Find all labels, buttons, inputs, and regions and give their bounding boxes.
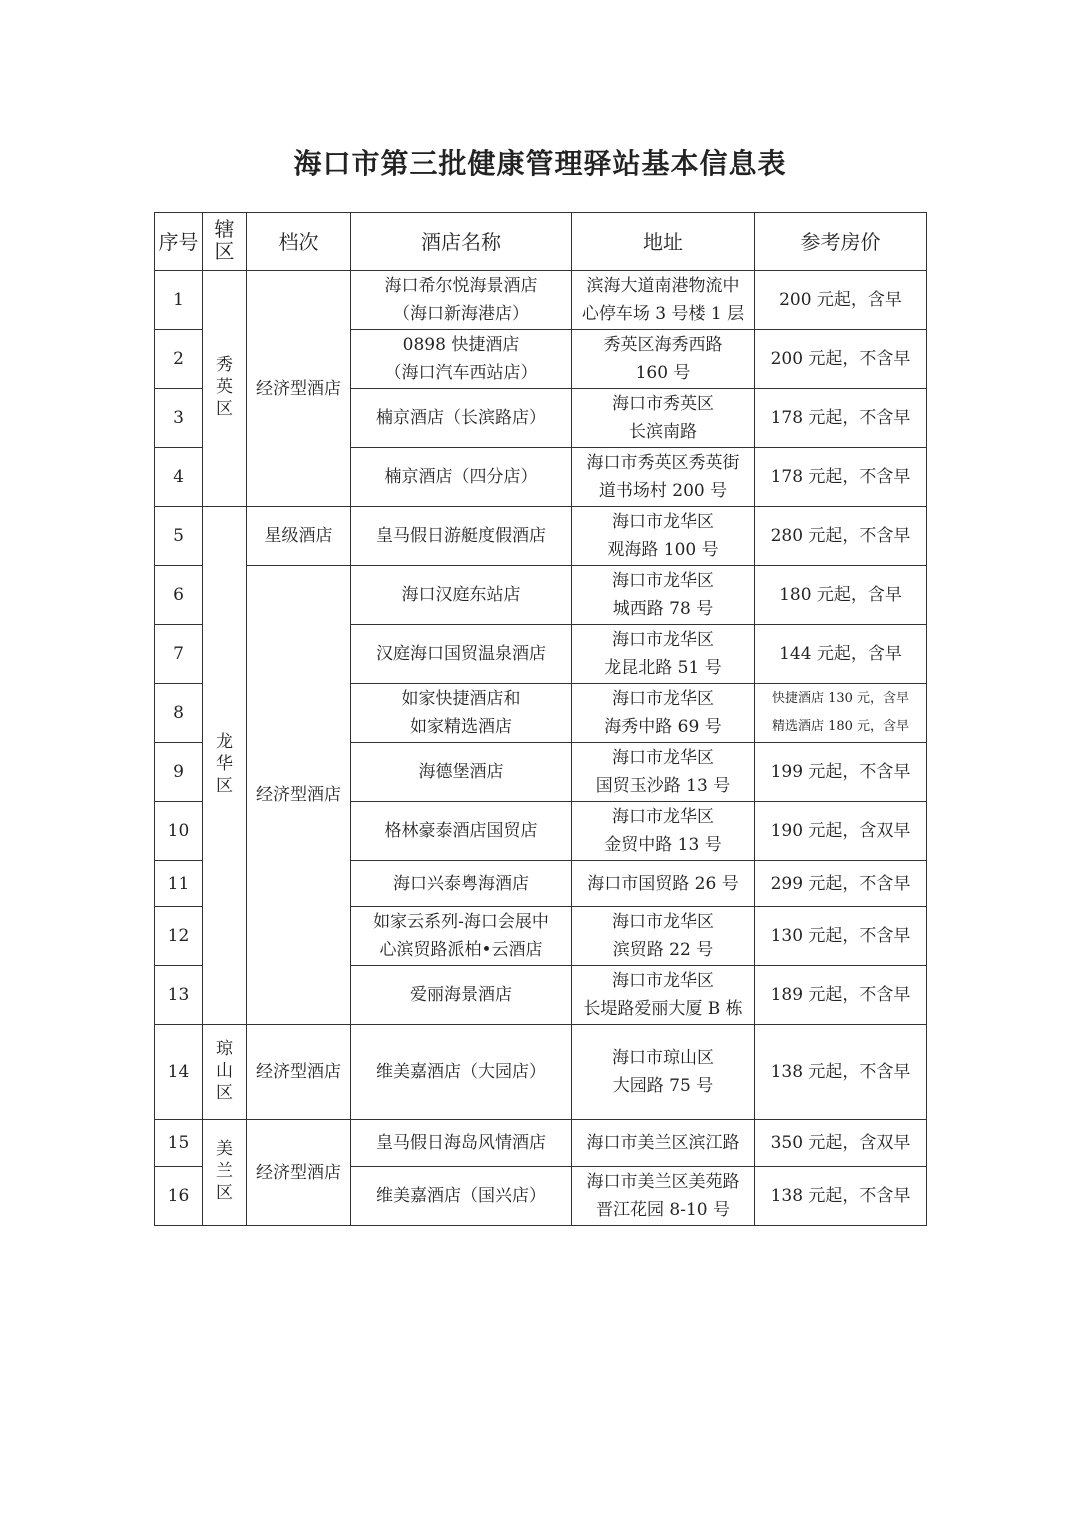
hotel-name: 海口希尔悦海景酒店 （海口新海港店） — [351, 271, 572, 330]
row-number: 7 — [155, 625, 203, 684]
price-cell: 130 元起，不含早 — [755, 907, 927, 966]
address-cell: 海口市龙华区 滨贸路 22 号 — [572, 907, 755, 966]
price-cell: 200 元起，含早 — [755, 271, 927, 330]
address-cell: 海口市龙华区 龙昆北路 51 号 — [572, 625, 755, 684]
header-grade: 档次 — [247, 213, 351, 271]
price-cell: 180 元起，含早 — [755, 566, 927, 625]
row-number: 9 — [155, 743, 203, 802]
district-cell: 龙华区 — [203, 507, 247, 1025]
address-cell: 海口市龙华区 国贸玉沙路 13 号 — [572, 743, 755, 802]
row-number: 2 — [155, 330, 203, 389]
address-cell: 海口市琼山区 大园路 75 号 — [572, 1025, 755, 1120]
address-cell: 海口市美兰区滨江路 — [572, 1120, 755, 1167]
hotel-name: 海口汉庭东站店 — [351, 566, 572, 625]
row-number: 13 — [155, 966, 203, 1025]
district-cell: 琼山区 — [203, 1025, 247, 1120]
grade-cell: 星级酒店 — [247, 507, 351, 566]
hotel-name: 格林豪泰酒店国贸店 — [351, 802, 572, 861]
header-no: 序号 — [155, 213, 203, 271]
address-cell: 海口市龙华区 金贸中路 13 号 — [572, 802, 755, 861]
address-cell: 海口市美兰区美苑路 晋江花园 8-10 号 — [572, 1167, 755, 1226]
hotel-name: 维美嘉酒店（国兴店） — [351, 1167, 572, 1226]
hotel-name: 如家快捷酒店和 如家精选酒店 — [351, 684, 572, 743]
hotel-name: 楠京酒店（长滨路店） — [351, 389, 572, 448]
row-number: 10 — [155, 802, 203, 861]
address-cell: 海口市国贸路 26 号 — [572, 861, 755, 907]
row-number: 6 — [155, 566, 203, 625]
address-cell: 海口市龙华区 城西路 78 号 — [572, 566, 755, 625]
hotel-info-table — [154, 212, 927, 1226]
price-cell: 178 元起，不含早 — [755, 448, 927, 507]
table-row — [155, 1120, 927, 1167]
address-cell: 海口市龙华区 长堤路爱丽大厦 B 栋 — [572, 966, 755, 1025]
price-cell: 299 元起，不含早 — [755, 861, 927, 907]
row-number: 12 — [155, 907, 203, 966]
row-number: 1 — [155, 271, 203, 330]
address-cell: 滨海大道南港物流中 心停车场 3 号楼 1 层 — [572, 271, 755, 330]
address-cell: 海口市秀英区秀英街 道书场村 200 号 — [572, 448, 755, 507]
hotel-name: 爱丽海景酒店 — [351, 966, 572, 1025]
hotel-name: 0898 快捷酒店 （海口汽车西站店） — [351, 330, 572, 389]
header-district: 辖区 — [203, 213, 247, 271]
row-number: 8 — [155, 684, 203, 743]
table-row — [155, 1025, 927, 1120]
price-cell: 快捷酒店 130 元，含早 精选酒店 180 元，含早 — [755, 684, 927, 743]
row-number: 14 — [155, 1025, 203, 1120]
row-number: 5 — [155, 507, 203, 566]
grade-cell: 经济型酒店 — [247, 566, 351, 1025]
district-cell: 美兰区 — [203, 1120, 247, 1226]
price-cell: 178 元起，不含早 — [755, 389, 927, 448]
price-cell: 200 元起，不含早 — [755, 330, 927, 389]
address-cell: 秀英区海秀西路 160 号 — [572, 330, 755, 389]
table-row — [155, 507, 927, 566]
price-cell: 199 元起，不含早 — [755, 743, 927, 802]
price-cell: 280 元起，不含早 — [755, 507, 927, 566]
price-cell: 138 元起，不含早 — [755, 1025, 927, 1120]
grade-cell: 经济型酒店 — [247, 1120, 351, 1226]
header-row — [155, 213, 927, 271]
header-address: 地址 — [572, 213, 755, 271]
price-cell: 138 元起，不含早 — [755, 1167, 927, 1226]
hotel-name: 皇马假日游艇度假酒店 — [351, 507, 572, 566]
hotel-name: 海口兴泰粤海酒店 — [351, 861, 572, 907]
row-number: 4 — [155, 448, 203, 507]
address-cell: 海口市龙华区 海秀中路 69 号 — [572, 684, 755, 743]
table-row — [155, 271, 927, 330]
header-hotel: 酒店名称 — [351, 213, 572, 271]
district-cell: 秀英区 — [203, 271, 247, 507]
table-row — [155, 566, 927, 625]
row-number: 3 — [155, 389, 203, 448]
hotel-name: 汉庭海口国贸温泉酒店 — [351, 625, 572, 684]
page-title: 海口市第三批健康管理驿站基本信息表 — [293, 147, 787, 180]
price-cell: 144 元起，含早 — [755, 625, 927, 684]
hotel-name: 海德堡酒店 — [351, 743, 572, 802]
address-cell: 海口市秀英区 长滨南路 — [572, 389, 755, 448]
header-price: 参考房价 — [755, 213, 927, 271]
hotel-name: 如家云系列-海口会展中 心滨贸路派柏•云酒店 — [351, 907, 572, 966]
row-number: 11 — [155, 861, 203, 907]
hotel-name: 皇马假日海岛风情酒店 — [351, 1120, 572, 1167]
grade-cell: 经济型酒店 — [247, 1025, 351, 1120]
price-cell: 350 元起，含双早 — [755, 1120, 927, 1167]
row-number: 15 — [155, 1120, 203, 1167]
hotel-name: 维美嘉酒店（大园店） — [351, 1025, 572, 1120]
hotel-name: 楠京酒店（四分店） — [351, 448, 572, 507]
price-cell: 189 元起，不含早 — [755, 966, 927, 1025]
price-cell: 190 元起，含双早 — [755, 802, 927, 861]
row-number: 16 — [155, 1167, 203, 1226]
grade-cell: 经济型酒店 — [247, 271, 351, 507]
address-cell: 海口市龙华区 观海路 100 号 — [572, 507, 755, 566]
